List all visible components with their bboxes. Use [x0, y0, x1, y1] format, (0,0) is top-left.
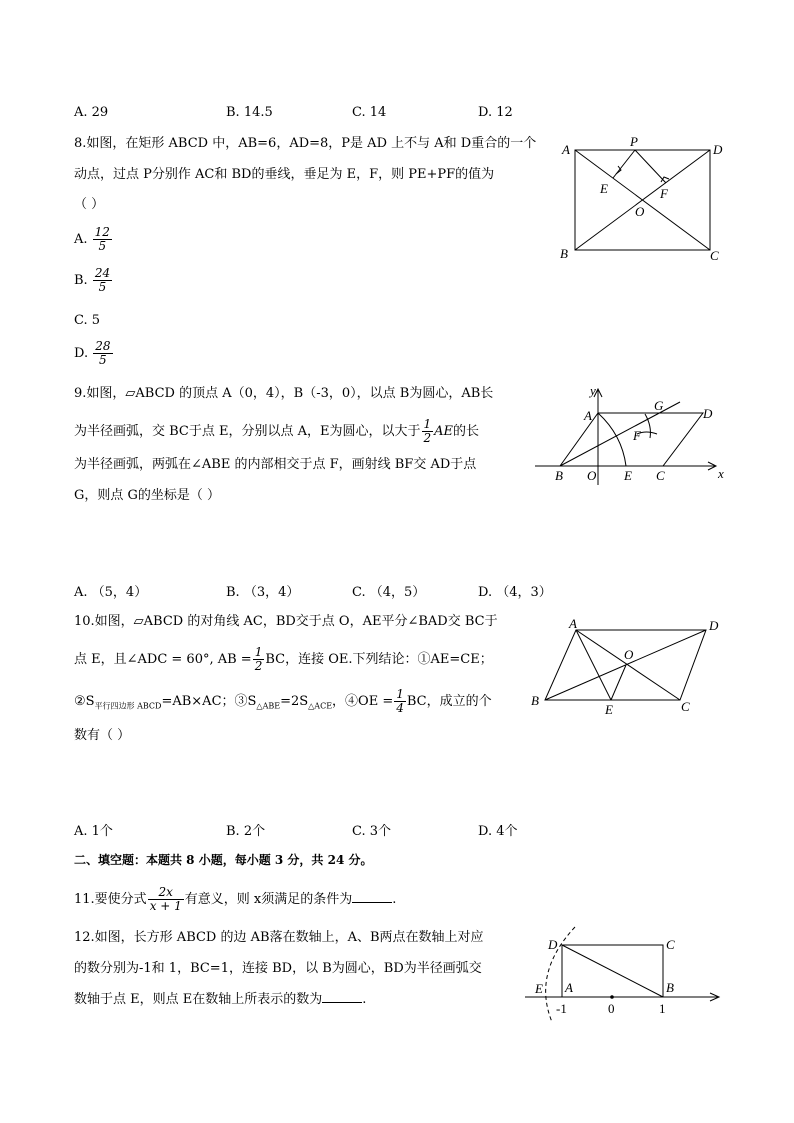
- q10-label-e: E: [605, 702, 613, 717]
- q8-label-f: F: [660, 186, 668, 201]
- q9-label-e: E: [624, 468, 632, 483]
- q9-label-o: O: [587, 468, 597, 483]
- q10-option-b: B. 2个: [226, 824, 266, 839]
- q8-label-e: E: [600, 181, 608, 196]
- q10-label-c: C: [681, 699, 690, 714]
- q8-option-b: B. $\frac{24}{5}$: [74, 266, 111, 294]
- q10-label-o: O: [624, 647, 634, 662]
- q8-label-c: C: [710, 248, 719, 263]
- q9-label-f: F: [633, 428, 641, 443]
- q9-option-d: D. （4，3）: [478, 585, 552, 600]
- q9-label-g: G: [654, 398, 664, 413]
- q10-line-3: $②S_{平行四边形 ABCD}=AB\times AC$；$③S_{\triangle ABE}=2S_{\triangle ACE}$，④OE = $\frac{1}{4}$ BC，成立的个: [74, 687, 492, 715]
- q11-line: 11.要使分式 $\frac{2x}{x + 1}$ 有意义，则 x须满足的条件为 .: [74, 885, 397, 913]
- q8-option-c: C. 5: [74, 313, 101, 328]
- q12-label-c: C: [666, 937, 675, 952]
- q10-parallelogram-figure: [528, 612, 728, 717]
- q8-option-d: D. $\frac{28}{5}$: [74, 339, 111, 367]
- q12-tick-zero: 0: [608, 1001, 615, 1016]
- q9-label-y: y: [590, 383, 596, 398]
- q8-label-b: B: [560, 246, 568, 261]
- q12-label-d: D: [548, 937, 558, 952]
- q10-line-4: 数有（ ）: [74, 728, 131, 743]
- q7-option-b: B. 14.5: [226, 105, 273, 120]
- q12-tick-neg-one: -1: [556, 1001, 567, 1016]
- q8-label-o: O: [635, 204, 645, 219]
- q7-option-a: A. 29: [74, 105, 109, 120]
- q12-line-1: 12.如图，长方形 ABCD 的边 AB落在数轴上，A、B两点在数轴上对应: [74, 930, 484, 945]
- q12-line-2: 的数分别为-1和 1，BC=1，连接 BD，以 B为圆心，BD为半径画弧交: [74, 961, 482, 976]
- q9-option-b: B. （3，4）: [226, 585, 300, 600]
- q8-option-a: A. $\frac{12}{5}$: [74, 225, 110, 253]
- q9-line-4: G，则点 G的坐标是（ ）: [74, 488, 221, 503]
- q8-line-3: （ ）: [74, 197, 105, 212]
- q10-line-1: 10.如图，▱ABCD 的对角线 AC，BD交于点 O，AE平分∠BAD交 BC于: [74, 614, 498, 629]
- q7-option-c: C. 14: [352, 105, 387, 120]
- q12-label-b: B: [666, 980, 674, 995]
- q10-option-c: C. 3个: [352, 824, 392, 839]
- q12-tick-one: 1: [659, 1001, 666, 1016]
- q8-label-a: A: [562, 142, 570, 157]
- q10-option-d: D. 4个: [478, 824, 518, 839]
- q9-line-3: 为半径画弧，两弧在∠ABE 的内部相交于点 F，画射线 BF交 AD于点: [74, 457, 477, 472]
- q12-label-a: A: [565, 980, 573, 995]
- q8-rectangle-figure: [550, 130, 730, 270]
- q8-line-2: 动点，过点 P分别作 AC和 BD的垂线，垂足为 E，F，则 PE+PF的值为: [74, 167, 495, 182]
- q9-label-x: x: [718, 466, 724, 481]
- q7-option-d: D. 12: [478, 105, 513, 120]
- q9-coordinate-figure: [530, 380, 730, 490]
- q10-label-a: A: [569, 616, 577, 631]
- q9-label-b: B: [555, 468, 563, 483]
- q9-line-2: 为半径画弧，交 BC于点 E，分别以点 A，E为圆心，以大于 $\frac{1}{2}$ AE的长: [74, 417, 480, 445]
- section-heading: 二、填空题：本题共 8 小题，每小题 3 分，共 24 分。: [74, 853, 373, 867]
- q9-label-d: D: [703, 406, 713, 421]
- q8-label-d: D: [713, 142, 723, 157]
- q9-option-c: C. （4，5）: [352, 585, 426, 600]
- q10-label-d: D: [709, 618, 719, 633]
- q11-answer-blank[interactable]: [352, 890, 392, 903]
- q8-line-1: 8.如图，在矩形 ABCD 中，AB=6，AD=8，P是 AD 上不与 A和 D重合的一个: [74, 136, 537, 151]
- q12-label-e: E: [535, 981, 543, 996]
- q9-line-1: 9.如图，▱ABCD 的顶点 A（0，4），B（-3，0），以点 B为圆心，AB长: [74, 386, 494, 401]
- q12-number-line-figure: [520, 925, 725, 1025]
- q10-label-b: B: [531, 693, 539, 708]
- q12-answer-blank[interactable]: [322, 990, 362, 1003]
- q9-option-a: A. （5，4）: [74, 585, 148, 600]
- q10-option-a: A. 1个: [74, 824, 113, 839]
- q10-line-2: 点 E，且∠ADC = 60°, AB = $\frac{1}{2}$ BC，连接 OE.下列结论：①AE=CE；: [74, 645, 493, 673]
- q12-line-3: 数轴于点 E，则点 E在数轴上所表示的数为 .: [74, 992, 367, 1007]
- q8-label-p: P: [630, 134, 638, 149]
- q9-label-c: C: [656, 468, 665, 483]
- q9-label-a: A: [584, 408, 592, 423]
